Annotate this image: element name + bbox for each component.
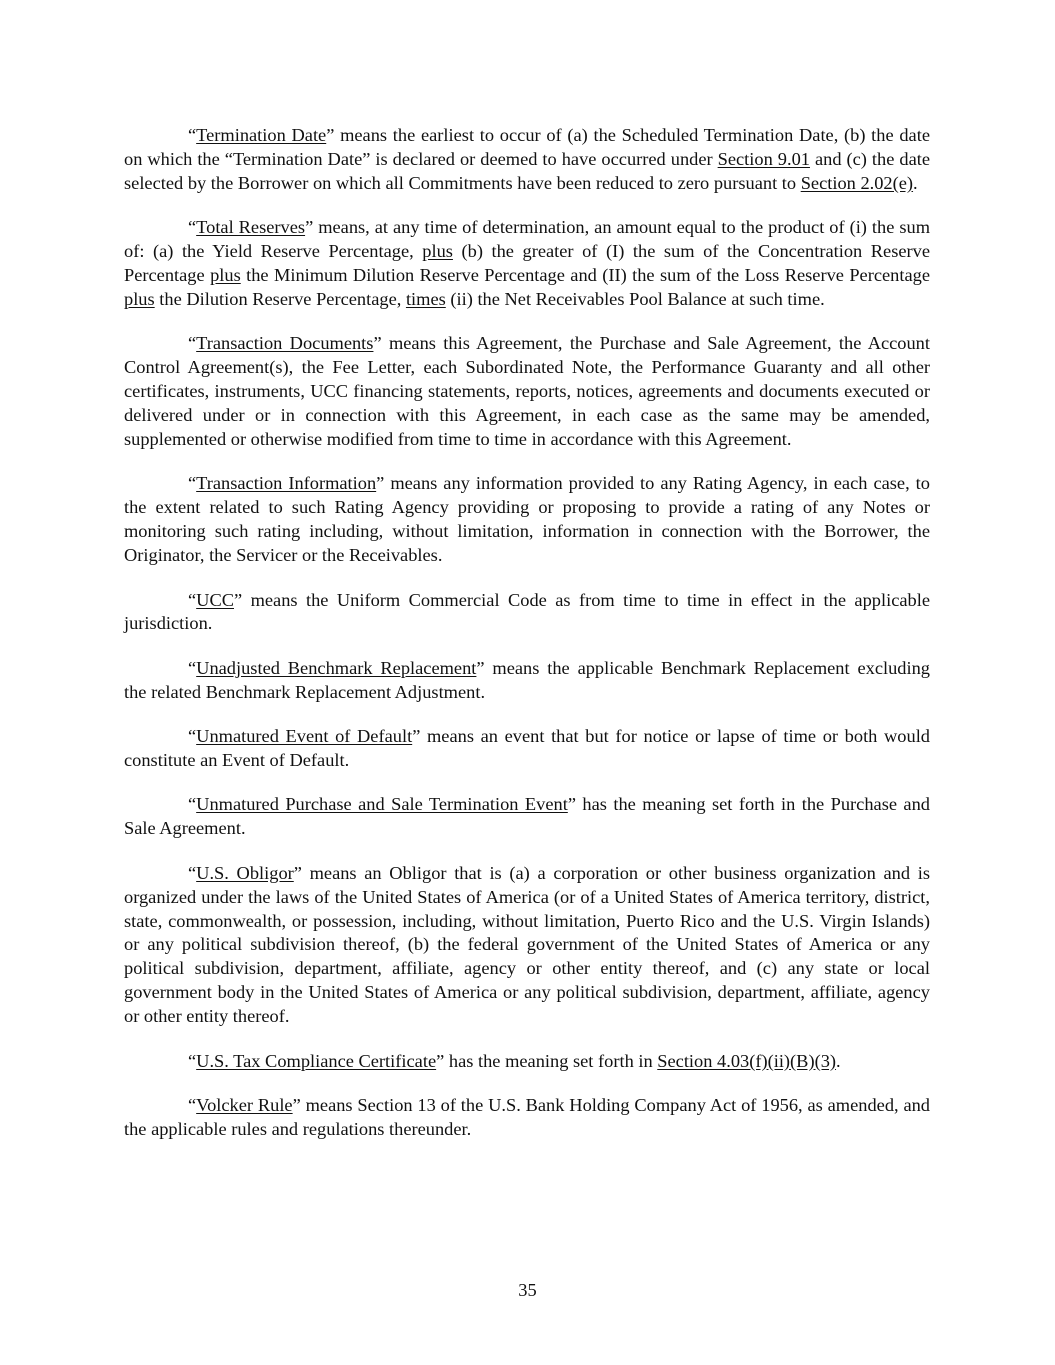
defined-term: Transaction Information xyxy=(196,473,377,494)
definition-text: “ xyxy=(188,726,197,747)
defined-term: Volcker Rule xyxy=(196,1095,293,1115)
definition-text: (ii) the Net Receivables Pool Balance at such time. xyxy=(445,288,825,309)
definition-text: ” means, at any time of determination, an amount equal to the product of (i) the sum of: (a) the Yield Reserve Percentage, xyxy=(124,217,931,262)
definition-text: ” has the meaning set forth in the Purchase and Sale Agreement. xyxy=(124,794,930,839)
definition-text: ” means the earliest to occur of (a) the Scheduled Termination Date, (b) the date on which the “Termination Date” is declared or deemed to have occurred under xyxy=(124,125,930,169)
definition-text: the Dilution Reserve Percentage, xyxy=(154,288,406,309)
definition-text: ” has the meaning set forth in xyxy=(436,1050,658,1071)
defined-term: Unmatured Purchase and Sale Termination Event xyxy=(196,794,568,815)
definition-text: ” means an event that but for notice or lapse of time or both would constitute an Event of Default. xyxy=(124,726,930,771)
defined-term: UCC xyxy=(196,589,234,610)
cross-reference: plus xyxy=(124,288,155,309)
definition-text: and (c) the date selected by the Borrower on which all Commitments have been reduced to zero pursuant to xyxy=(124,148,930,193)
definition-text: “ xyxy=(188,589,197,610)
definition-text: . xyxy=(913,172,918,193)
defined-term: U.S. Obligor xyxy=(196,862,294,883)
cross-reference: plus xyxy=(210,265,241,286)
definition-text: ” means the applicable Benchmark Replacement excluding the related Benchmark Replacement Adjustment. xyxy=(124,657,930,702)
definition-text: “ xyxy=(188,794,197,815)
definition-text: (b) the greater of (I) the sum of the Concentration Reserve Percentage xyxy=(124,241,930,286)
definition-text: “ xyxy=(188,657,197,678)
definition-text: “ xyxy=(188,217,197,238)
definition-text: “ xyxy=(188,125,197,145)
definition-total-reserves xyxy=(124,216,930,312)
defined-term: Transaction Documents xyxy=(196,333,374,354)
definition-text: “ xyxy=(188,862,197,883)
definition-text: “ xyxy=(188,333,197,354)
definition-unadjusted-benchmark-replacement xyxy=(124,657,930,705)
definition-text: ” means this Agreement, the Purchase and Sale Agreement, the Account Control Agreement(s), the Fee Letter, each Subordinated Note, the Performance Guaranty and all other certificates, instruments, UCC financing statements, reports, notices, agreements and documents executed or delivered under or in connection with this Agreement, in each case as the same may be amended, supplemented or otherwise modified from time to time in accordance with this Agreement. xyxy=(124,333,930,449)
definition-text: “ xyxy=(188,1050,197,1071)
definition-volcker-rule xyxy=(124,1094,930,1142)
definition-unmatured-purchase-and-sale-termination-event xyxy=(124,793,930,841)
defined-term: Total Reserves xyxy=(196,217,306,238)
definition-unmatured-event-of-default xyxy=(124,725,930,773)
cross-reference: plus xyxy=(422,241,453,262)
defined-term: Termination Date xyxy=(196,125,327,145)
definition-us-tax-compliance-certificate xyxy=(124,1050,930,1074)
defined-term: Unmatured Event of Default xyxy=(196,726,413,747)
definition-text: . xyxy=(836,1050,841,1071)
page-number: 35 xyxy=(518,1280,537,1300)
definition-text: ” means Section 13 of the U.S. Bank Holding Company Act of 1956, as amended, and the applicable rules and regulations thereunder. xyxy=(124,1095,930,1139)
definition-ucc xyxy=(124,589,930,637)
cross-reference: times xyxy=(405,288,446,309)
definition-us-obligor xyxy=(124,862,930,1029)
definition-transaction-documents xyxy=(124,332,930,452)
definition-text: ” means the Uniform Commercial Code as from time to time in effect in the applicable jurisdiction. xyxy=(124,589,930,634)
defined-term: U.S. Tax Compliance Certificate xyxy=(196,1050,437,1071)
defined-term: Unadjusted Benchmark Replacement xyxy=(196,657,477,678)
document-body xyxy=(124,124,930,1162)
cross-reference: Section 9.01 xyxy=(717,148,810,169)
definition-text: “ xyxy=(188,473,197,494)
definition-termination-date xyxy=(124,124,930,196)
cross-reference: Section 4.03(f)(ii)(B)(3) xyxy=(657,1050,837,1071)
definition-text: the Minimum Dilution Reserve Percentage and (II) the sum of the Loss Reserve Percentage xyxy=(240,265,930,286)
definition-text: ” means any information provided to any Rating Agency, in each case, to the extent related to such Rating Agency providing or proposing to provide a rating of any Notes or monitoring such rating including, without limitation, information in connection with the Borrower, the Originator, the Servicer or the Receivables. xyxy=(124,473,930,566)
definition-text: “ xyxy=(188,1095,197,1115)
definition-transaction-information xyxy=(124,472,930,568)
cross-reference: Section 2.02(e) xyxy=(800,172,914,193)
definition-text: ” means an Obligor that is (a) a corporation or other business organization and is organized under the laws of the United States of America (or of a United States of America territory, district, state, commonwealth, or possession, including, without limitation, Puerto Rico and the U.S. Virgin Islands) or any political subdivision thereof, (b) the federal government of the United States of America or any political subdivision, department, affiliate, agency or other entity thereof, and (c) any state or local government body in the United States of America or any political subdivision, department, affiliate, agency or other entity thereof. xyxy=(124,862,930,1027)
